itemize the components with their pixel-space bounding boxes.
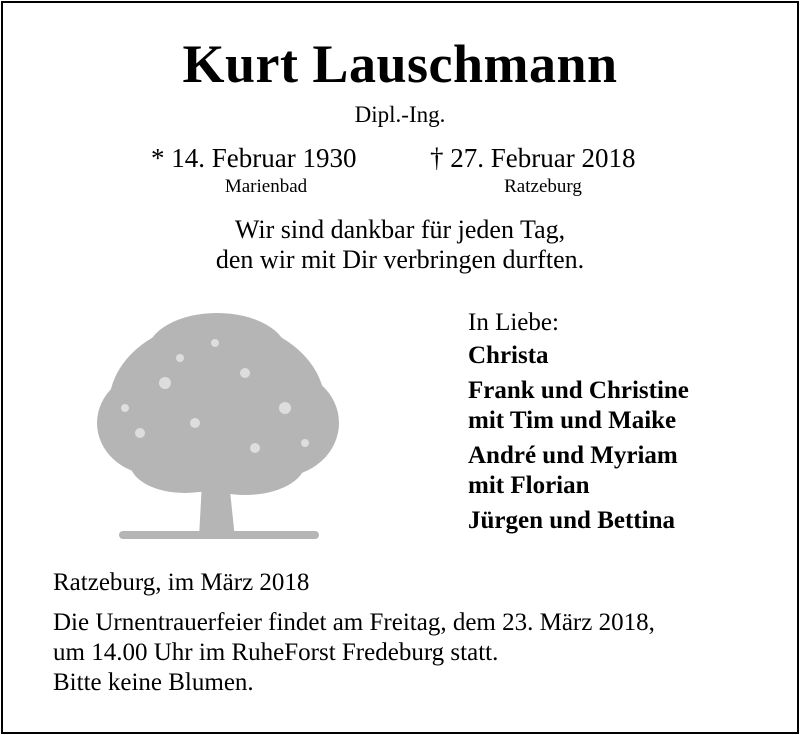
ceremony-line: um 14.00 Uhr im RuheForst Fredeburg statt. bbox=[53, 639, 499, 666]
mourner-name: Christa bbox=[468, 342, 549, 369]
mourner-group bbox=[468, 341, 689, 371]
mourner-group bbox=[468, 376, 689, 436]
quote-line: Wir sind dankbar für jeden Tag, bbox=[234, 215, 566, 244]
ceremony-line: Die Urnentrauerfeier findet am Freitag, dem 23. März 2018, bbox=[53, 609, 655, 636]
mourner-name: André und Myriam bbox=[468, 442, 678, 469]
mourner-name: mit Tim und Maike bbox=[468, 407, 677, 434]
death-place: Ratzeburg bbox=[504, 176, 582, 197]
mourner-group bbox=[468, 441, 689, 501]
mourners-intro: In Liebe: bbox=[468, 309, 559, 336]
birth-place: Marienbad bbox=[224, 176, 308, 197]
flowers-request: Bitte keine Blumen. bbox=[53, 669, 254, 696]
memorial-quote bbox=[3, 215, 797, 275]
closing-notes bbox=[53, 568, 655, 698]
academic-title: Dipl.-Ing. bbox=[354, 102, 446, 127]
quote-line: den wir mit Dir verbringen durften. bbox=[215, 245, 585, 274]
birth-date: * 14. Februar 1930 bbox=[151, 143, 357, 173]
death-date: † 27. Februar 2018 bbox=[430, 143, 636, 173]
mourner-name: mit Florian bbox=[468, 472, 590, 499]
mourner-name: Jürgen und Bettina bbox=[468, 507, 675, 534]
mourner-name: Frank und Christine bbox=[468, 377, 689, 404]
mourner-group bbox=[468, 506, 689, 536]
obituary-card bbox=[1, 1, 799, 734]
tree-icon bbox=[95, 313, 339, 549]
deceased-name: Kurt Lauschmann bbox=[182, 34, 618, 94]
place-date: Ratzeburg, im März 2018 bbox=[53, 569, 310, 596]
mourners-list bbox=[468, 308, 689, 541]
